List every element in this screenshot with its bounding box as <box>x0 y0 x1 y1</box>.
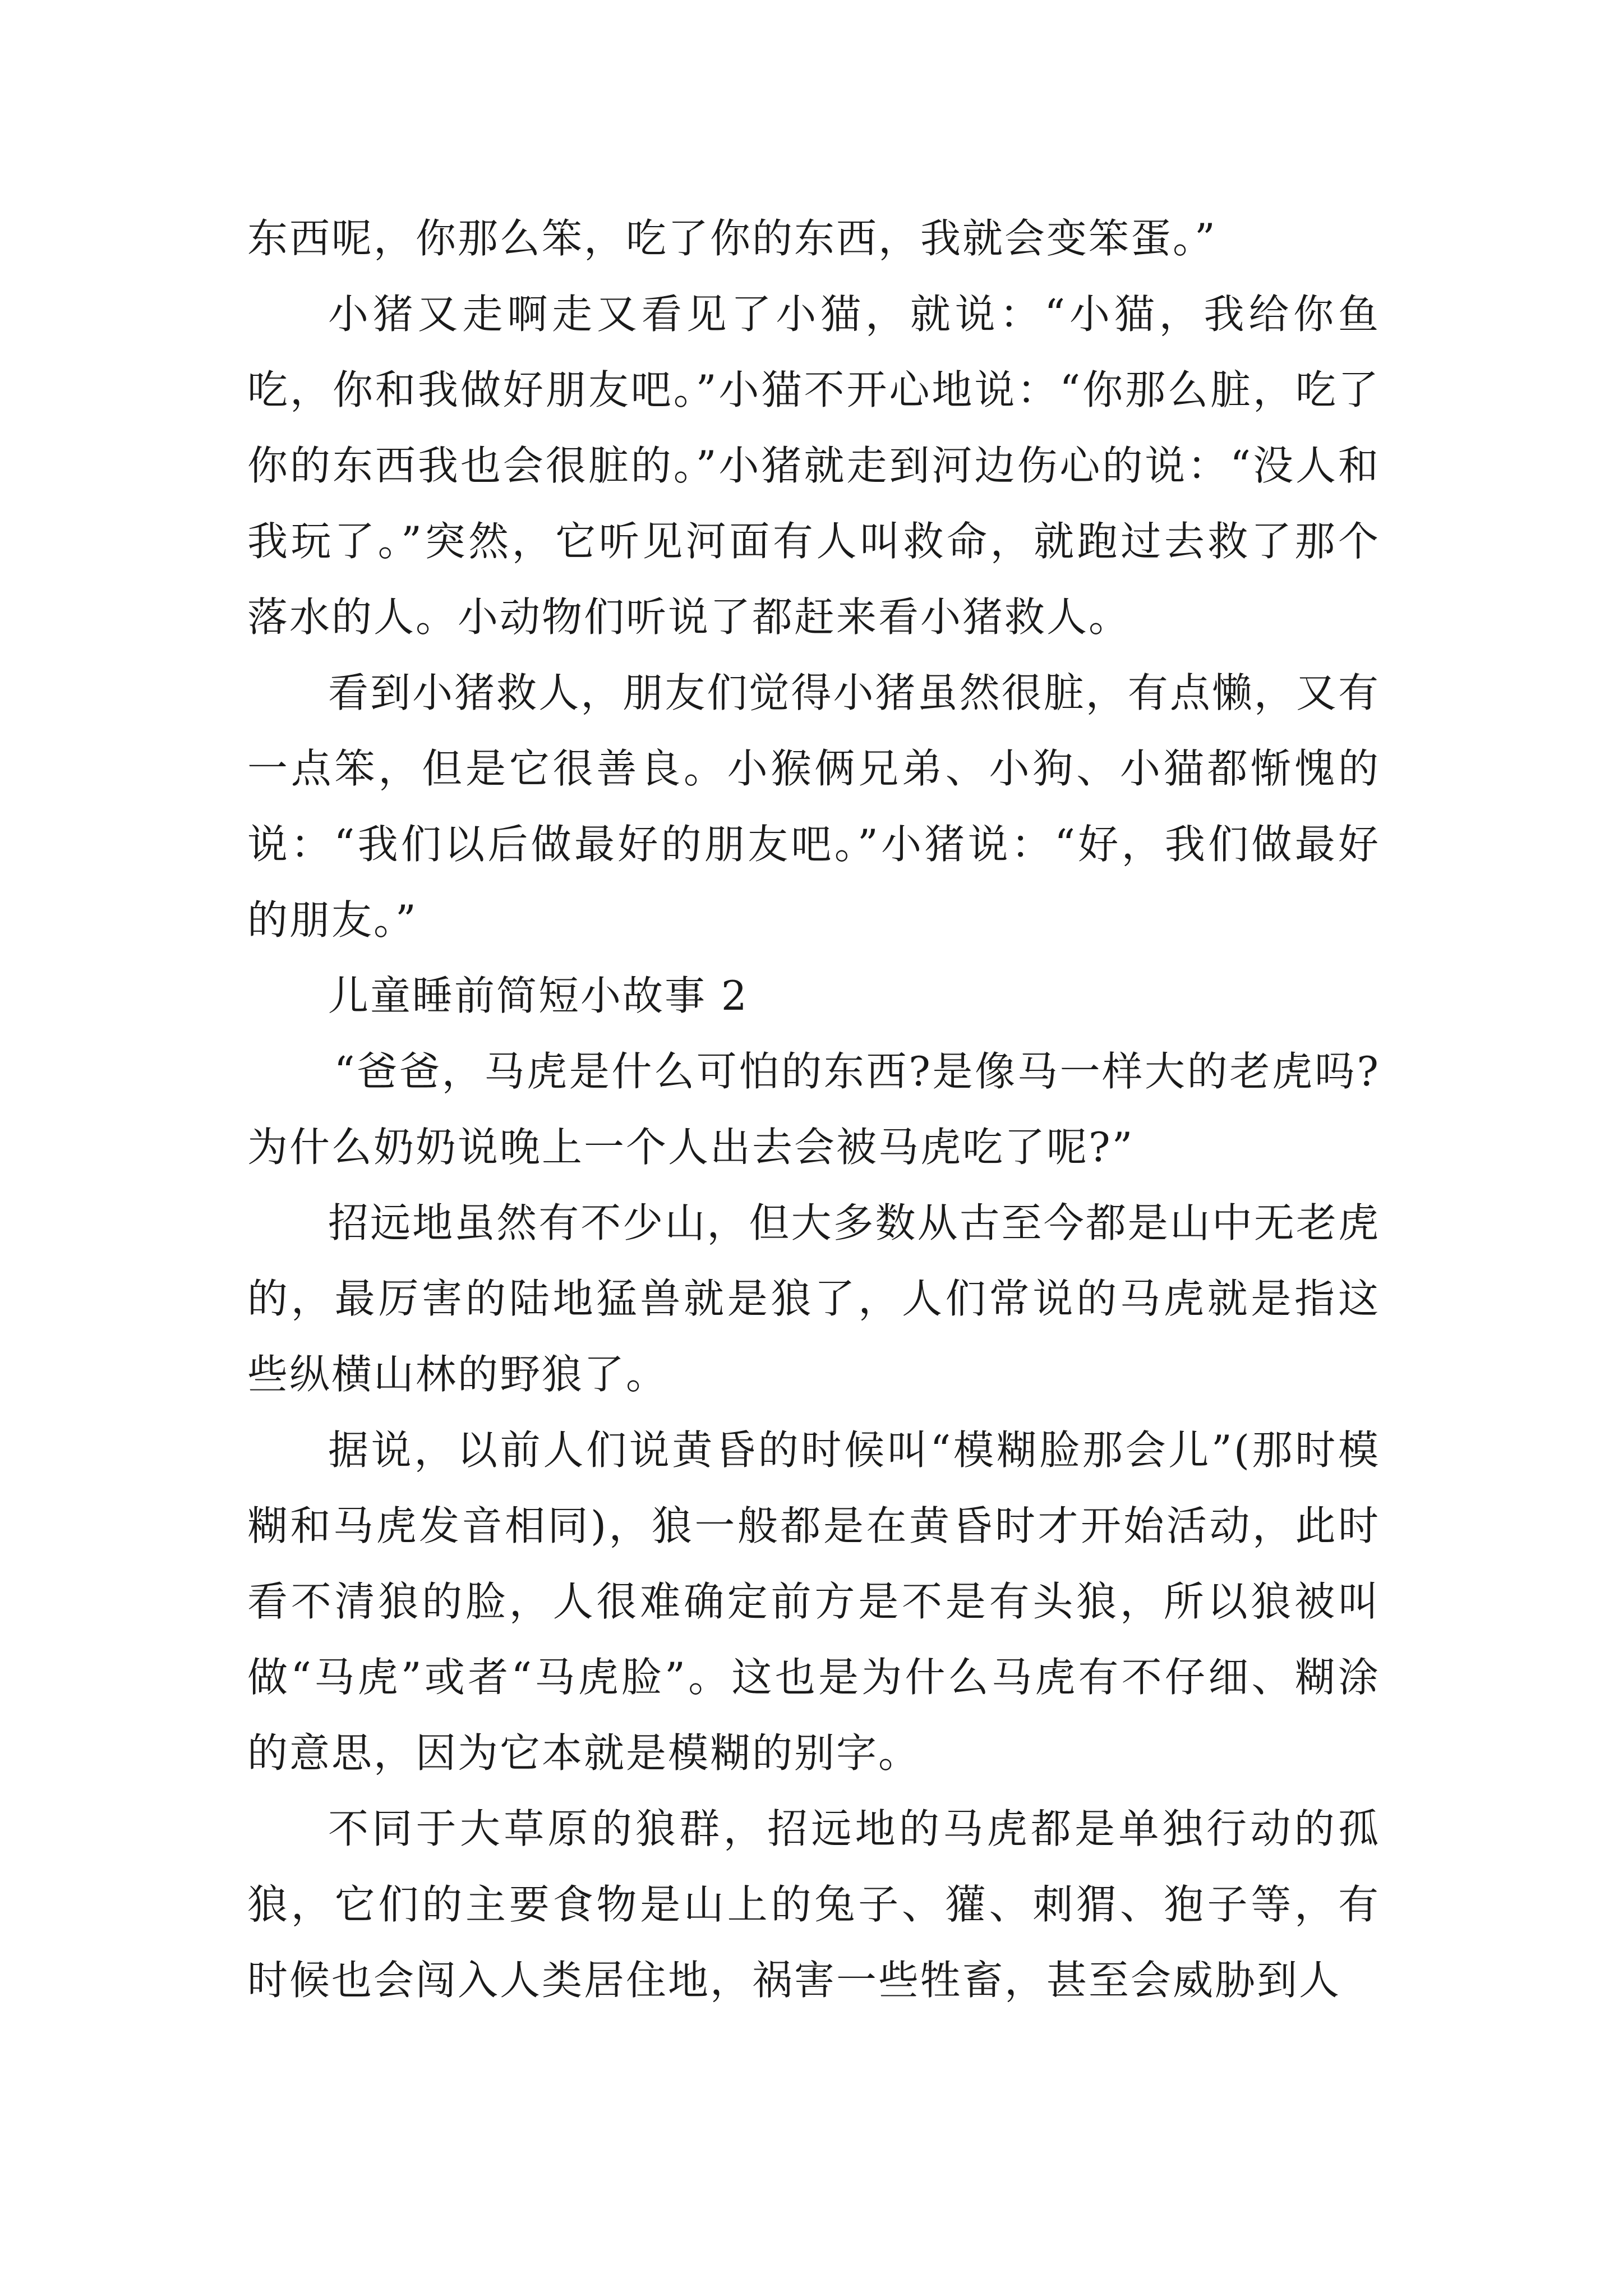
paragraph: 据说，以前人们说黄昏的时候叫“模糊脸那会儿”(那时模糊和马虎发音相同)，狼一般都是在黄昏时才开始活动，此时看不清狼的脸，人很难确定前方是不是有头狼，所以狼被叫做“马虎”或者“马虎脸”。这也是为什么马虎有不仔细、糊涂的意思，因为它本就是模糊的别字。 <box>247 1427 1380 1777</box>
paragraph-quote: “爸爸，马虎是什么可怕的东西?是像马一样大的老虎吗?为什么奶奶说晚上一个人出去会被马虎吃了呢?” <box>247 1048 1380 1171</box>
paragraph: 招远地虽然有不少山，但大多数从古至今都是山中无老虎的，最厉害的陆地猛兽就是狼了，人们常说的马虎就是指这些纵横山林的野狼了。 <box>247 1199 1380 1398</box>
document-body <box>247 201 1380 2018</box>
paragraph: 不同于大草原的狼群，招远地的马虎都是单独行动的孤狼，它们的主要食物是山上的兔子、獾、刺猬、狍子等，有时候也会闯入人类居住地，祸害一些牲畜，甚至会威胁到人 <box>247 1805 1380 2004</box>
paragraph: 小猪又走啊走又看见了小猫，就说：“小猫，我给你鱼吃，你和我做好朋友吧。”小猫不开心地说：“你那么脏，吃了你的东西我也会很脏的。”小猪就走到河边伤心的说：“没人和我玩了。”突然，它听见河面有人叫救命，就跑过去救了那个落水的人。小动物们听说了都赶来看小猪救人。 <box>247 291 1380 641</box>
story-heading: 儿童睡前简短小故事 2 <box>328 972 749 1019</box>
paragraph-continuation: 东西呢，你那么笨，吃了你的东西，我就会变笨蛋。” <box>247 215 1217 262</box>
paragraph: 看到小猪救人，朋友们觉得小猪虽然很脏，有点懒，又有一点笨，但是它很善良。小猴俩兄弟、小狗、小猫都惭愧的说：“我们以后做最好的朋友吧。”小猪说：“好，我们做最好的朋友。” <box>247 669 1380 944</box>
